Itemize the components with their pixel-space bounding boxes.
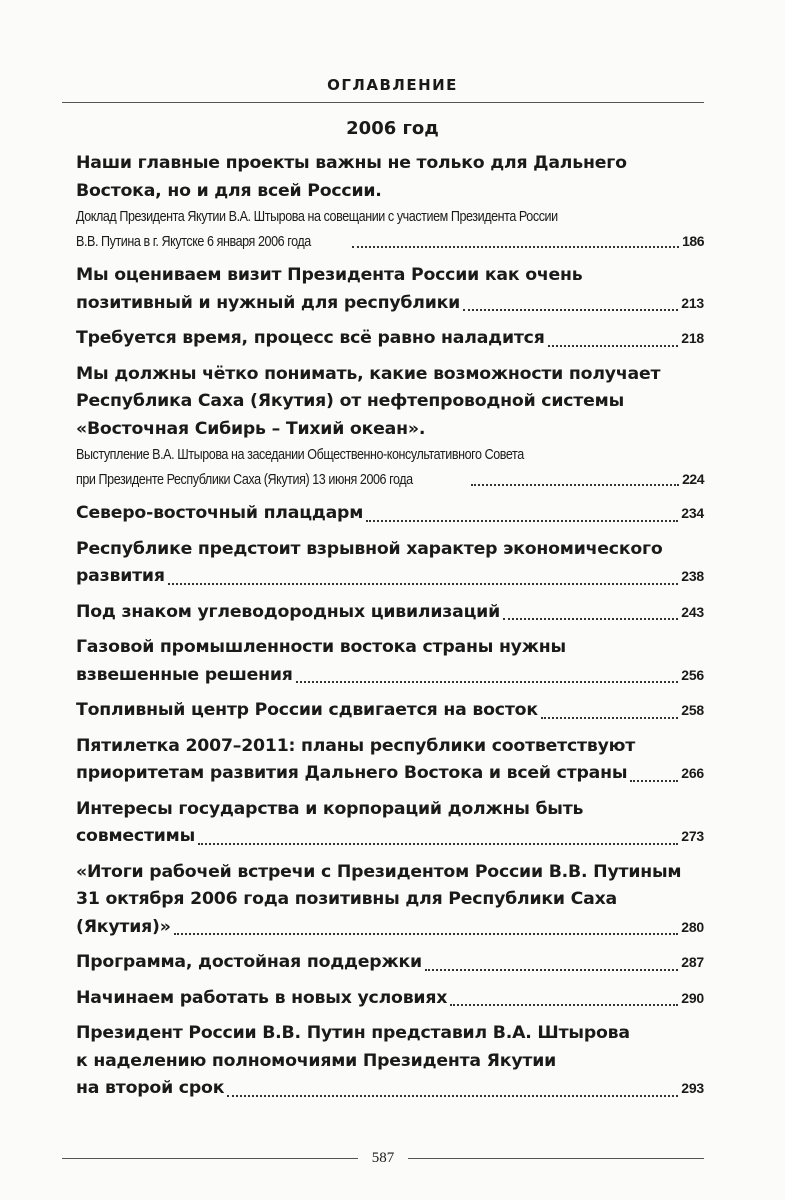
- entry-title-line: [76, 634, 704, 662]
- entry-page-number: 224: [682, 471, 704, 487]
- entry-text: Под знаком углеводородных цивилизаций: [76, 601, 500, 622]
- entry-text: Наши главные проекты важны не только для Дальнего: [76, 153, 627, 173]
- dot-leader: [425, 969, 678, 971]
- entry-text: Республика Саха (Якутия) от нефтепроводной системы: [76, 391, 624, 411]
- dot-leader: [471, 484, 680, 486]
- entry-subtitle-line: [76, 229, 704, 254]
- toc-entry[interactable]: [76, 536, 704, 591]
- entry-text: на второй срок: [76, 1078, 225, 1098]
- entry-page-number: 234: [681, 505, 704, 521]
- entry-text: Республике предстоит взрывной характер экономического: [76, 538, 663, 559]
- entry-title-line: [76, 500, 704, 528]
- dot-leader: [548, 345, 679, 347]
- entry-title-line: [76, 599, 704, 627]
- entry-text: «Итоги рабочей встречи с Президентом России В.В. Путиным: [76, 861, 682, 882]
- entry-page-number: 218: [681, 330, 704, 346]
- dot-leader: [198, 843, 678, 845]
- toc-entry[interactable]: [76, 599, 704, 627]
- entry-title-line: [76, 361, 704, 389]
- entry-page-number: 273: [681, 828, 704, 844]
- entry-title-line: [76, 859, 704, 887]
- entry-text: взвешенные решения: [76, 664, 293, 685]
- toc-entry[interactable]: [76, 859, 704, 942]
- toc-entry[interactable]: [76, 361, 704, 493]
- entry-subtitle-line: [76, 205, 704, 229]
- entry-text: Интересы государства и корпораций должны быть: [76, 798, 584, 819]
- toc-entry[interactable]: [76, 697, 704, 725]
- entry-title-line: [76, 290, 704, 318]
- entry-title-line: [76, 796, 704, 824]
- entry-title-line: [76, 823, 704, 851]
- dot-leader: [450, 1004, 678, 1006]
- toc-entry[interactable]: [76, 1020, 704, 1103]
- entry-page-number: 290: [681, 989, 704, 1006]
- entry-text: совместимы: [76, 826, 196, 846]
- entry-title-line: [76, 1048, 704, 1076]
- entry-text: Мы должны чётко понимать, какие возможности получает: [76, 363, 661, 384]
- entry-title-line: [76, 949, 704, 977]
- entry-text: при Президенте Республики Саха (Якутия) 13 июня 2006 года: [76, 472, 413, 488]
- page-number: 587: [371, 1150, 395, 1166]
- toc-entry[interactable]: [76, 150, 704, 254]
- dot-leader: [227, 1095, 678, 1097]
- entry-text: к наделению полномочиями Президента Якутии: [76, 1050, 557, 1071]
- entry-page-number: 256: [681, 666, 704, 683]
- entry-text: (Якутия)»: [76, 916, 171, 937]
- entry-title-line: [76, 662, 704, 690]
- dot-leader: [630, 780, 678, 782]
- entry-text: приоритетам развития Дальнего Востока и всей страны: [76, 763, 628, 783]
- entry-text: Востока, но и для всей России.: [76, 180, 382, 201]
- entry-text: Доклад Президента Якутии В.А. Штырова на совещании с участием Президента России: [76, 209, 558, 225]
- entry-title-line: [76, 886, 704, 914]
- entry-title-line: [76, 388, 704, 416]
- entry-text: Программа, достойная поддержки: [76, 952, 422, 972]
- entry-title-line: [76, 262, 704, 290]
- entry-text: позитивный и нужный для республики: [76, 292, 461, 313]
- entry-text: Требуется время, процесс всё равно наладится: [76, 328, 545, 348]
- toc-entry[interactable]: [76, 733, 704, 788]
- entry-title-line: [76, 178, 704, 206]
- dot-leader: [541, 717, 678, 719]
- running-head: ОГЛАВЛЕНИЕ: [327, 76, 458, 94]
- entry-text: «Восточная Сибирь – Тихий океан».: [76, 418, 426, 439]
- footer-rule-right: [408, 1158, 704, 1159]
- footer: [62, 1150, 704, 1167]
- dot-leader: [168, 583, 678, 585]
- dot-leader: [174, 933, 679, 935]
- footer-rule-left: [62, 1158, 358, 1159]
- entry-title-line: [76, 1020, 704, 1048]
- entry-title-line: [76, 416, 704, 444]
- entry-text: Выступление В.А. Штырова на заседании Общественно-консультативного Совета: [76, 447, 524, 463]
- dot-leader: [296, 681, 679, 683]
- entry-text: Начинаем работать в новых условиях: [76, 987, 448, 1008]
- entry-title-line: [76, 697, 704, 725]
- entry-subtitle-line: [76, 467, 704, 492]
- entry-page-number: 280: [681, 918, 704, 935]
- toc-entry[interactable]: [76, 949, 704, 977]
- entry-text: Президент России В.В. Путин представил В.А. Штырова: [76, 1023, 630, 1043]
- entry-text: Пятилетка 2007–2011: планы республики соответствуют: [76, 735, 636, 756]
- entry-title-line: [76, 985, 704, 1013]
- entry-page-number: 213: [681, 294, 704, 311]
- dot-leader: [366, 520, 678, 522]
- dot-leader: [463, 309, 678, 311]
- entry-title-line: [76, 150, 704, 178]
- entry-page-number: 243: [681, 603, 704, 620]
- entry-page-number: 258: [681, 702, 704, 718]
- entry-text: Мы оцениваем визит Президента России как очень: [76, 265, 583, 285]
- entry-title-line: [76, 914, 704, 942]
- entry-title-line: [76, 536, 704, 564]
- entry-page-number: 266: [681, 765, 704, 781]
- table-of-contents: [76, 150, 704, 1111]
- toc-entry[interactable]: [76, 985, 704, 1013]
- entry-title-line: [76, 733, 704, 761]
- entry-title-line: [76, 760, 704, 788]
- toc-entry[interactable]: [76, 500, 704, 528]
- toc-entry[interactable]: [76, 262, 704, 317]
- entry-page-number: 293: [681, 1080, 704, 1096]
- entry-text: Северо-восточный плацдарм: [76, 503, 364, 523]
- dot-leader: [352, 246, 679, 248]
- entry-text: В.В. Путина в г. Якутске 6 января 2006 года: [76, 234, 311, 250]
- entry-text: Топливный центр России сдвигается на восток: [76, 700, 538, 720]
- header-rule: [62, 102, 704, 103]
- entry-page-number: 186: [682, 233, 704, 249]
- entry-text: 31 октября 2006 года позитивны для Республики Саха: [76, 889, 617, 909]
- toc-entry[interactable]: [76, 325, 704, 353]
- entry-text: Газовой промышленности востока страны нужны: [76, 637, 566, 657]
- toc-entry[interactable]: [76, 634, 704, 689]
- entry-title-line: [76, 325, 704, 353]
- entry-page-number: 238: [681, 568, 704, 584]
- entry-subtitle-line: [76, 443, 704, 467]
- toc-entry[interactable]: [76, 796, 704, 851]
- entry-title-line: [76, 563, 704, 591]
- entry-page-number: 287: [681, 954, 704, 970]
- entry-title-line: [76, 1075, 704, 1103]
- entry-text: развития: [76, 566, 165, 586]
- dot-leader: [503, 618, 678, 620]
- section-title: 2006 год: [346, 118, 439, 139]
